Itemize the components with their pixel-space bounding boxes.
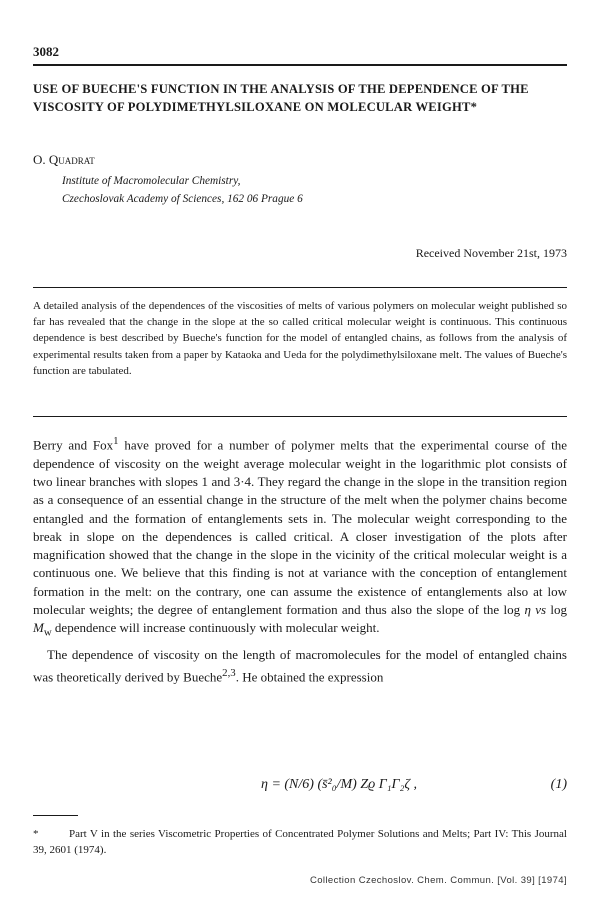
affiliation [62,172,303,208]
abstract: A detailed analysis of the dependences of the viscosities of melts of various polymers on molecular weight published so far has revealed that the change in the slope at the so called critical molecular weight is continuous. This continuous dependence is best described by Bueche's function for the model of entangled chains, as follows from the analysis of experimental results taken from a paper by Kataoka and Ueda for the polydimethylsiloxane melt. The values of Bueche's function are tabulated. [33,300,567,377]
m-symbol: M [33,620,44,636]
author-initial: O. [33,152,49,167]
p2-text-b: . He obtained the expression [235,669,384,685]
footnote [33,826,567,858]
article-title: USE OF BUECHE'S FUNCTION IN THE ANALYSIS OF THE DEPENDENCE OF THE VISCOSITY OF POLYDIMETHYLSILOXANE ON MOLECULAR WEIGHT* [33,82,529,114]
equation-number: (1) [550,777,567,792]
footnote-marker: * [33,828,39,840]
equation-1 [33,777,567,797]
journal-citation: Collection Czechoslov. Chem. Commun. [Vol. 39] [1974] [309,875,567,886]
affiliation-line-1: Institute of Macromolecular Chemistry, [62,175,241,187]
log-word: log [550,602,567,617]
vs-word: vs [530,602,551,617]
footnote-text: Part V in the series Viscometric Properties of Concentrated Polymer Solutions and Melts; Part IV: This Journal 39, 2601 (1974). [33,828,567,856]
p2-text-a: The dependence of viscosity on the length of macromolecules for the model of entangled chains was theoretically derived by Bueche [33,647,567,685]
paragraph-1 [33,432,567,642]
abstract-bottom-rule [33,416,567,417]
abstract-top-rule [33,287,567,288]
p1-text-c: dependence will increase continuously with molecular weight. [51,620,380,636]
affiliation-line-2: Czechoslovak Academy of Sciences, 162 06 Prague 6 [62,193,303,205]
author [33,152,95,168]
author-surname: Quadrat [48,152,95,167]
w-subscript: w [43,626,52,639]
body-text [33,432,567,687]
paragraph-2 [33,646,567,687]
p1-text-b: have proved for a number of polymer melts that the experimental course of the dependence of viscosity on the weight average molecular weight in the logarithmic plot consists of two linear branches with slopes 1 and 3·4. They regard the change in the slope in the transition region as a consequence of an essential change in the structure of the melt when the polymer chains become entangled and the formation of entanglements sets in. The molecular weight corresponding to the break in slope on the dependences is called critical. A closer investigation of the plots after magnification showed that the change in the slope in the vicinity of the critical molecular weight is a continuous one. We believe that this finding is not at variance with the conception of entanglement formation in the melt: on the contrary, one can assume the existence of entanglements also at low molecular weights; the degree of entanglement formation and thus also the slope of the log [33,437,567,617]
reference-2-3: 2,3 [222,667,236,680]
reference-1: 1 [113,435,119,447]
header-rule [33,64,567,66]
page-number: 3082 [33,44,59,59]
p1-text-a: Berry and Fox [33,437,114,453]
footnote-rule [33,815,78,816]
received-date: Received November 21st, 1973 [415,246,567,260]
eta-symbol: η [524,602,531,617]
equation-text: η = (N/6) (s̄²₀/M) Zϱ Γ₁Γ₂ζ , [261,777,418,792]
